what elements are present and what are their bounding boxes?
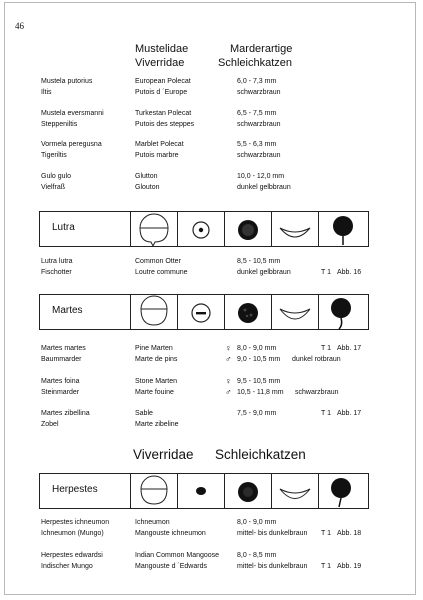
- crescent-icon: [272, 474, 318, 510]
- female-symbol: ♀: [225, 376, 232, 386]
- species-size: 8,5 - 10,5 mm: [237, 258, 281, 265]
- species-size: 6,5 - 7,5 mm: [237, 110, 277, 117]
- species-color: schwarzbraun: [295, 389, 339, 396]
- plate-ref: T 1: [321, 410, 331, 417]
- scat-section-icon: [131, 212, 177, 248]
- species-size: 8,0 - 9,0 mm: [237, 519, 277, 526]
- species-french: Marte zibeline: [135, 421, 179, 428]
- species-french: Putois d ´Europe: [135, 89, 188, 96]
- plate-ref: T 1: [321, 269, 331, 276]
- family-title-german-2: Schleichkatzen: [218, 57, 292, 69]
- species-color: mittel- bis dunkelbraun: [237, 530, 308, 537]
- species-french: Marte de pins: [135, 356, 178, 363]
- figure-ref: Abb. 17: [337, 410, 362, 417]
- book-page: [4, 2, 416, 595]
- species-english: Common Otter: [135, 258, 181, 265]
- species-french: Loutre commune: [135, 269, 188, 276]
- species-latin: Mustela eversmanni: [41, 110, 104, 117]
- hair-medulla-icon: [225, 295, 271, 331]
- species-english: Marblet Polecat: [135, 141, 184, 148]
- species-french: Mangouste ichneumon: [135, 530, 206, 537]
- female-symbol: ♀: [225, 343, 232, 353]
- species-size-male: 9,0 - 10,5 mm: [237, 356, 281, 363]
- hair-cross-section-icon: [178, 212, 224, 248]
- species-size: 6,0 - 7,3 mm: [237, 78, 277, 85]
- species-french: Marte fouine: [135, 389, 174, 396]
- dropping-icon: [319, 295, 371, 331]
- species-english: Pine Marten: [135, 345, 173, 352]
- genus-box-lutra: [39, 211, 369, 247]
- family-title-latin: Viverridae: [133, 447, 194, 462]
- family-title-german: Schleichkatzen: [215, 447, 306, 462]
- species-german: Iltis: [41, 89, 52, 96]
- species-size: 5,5 - 6,3 mm: [237, 141, 277, 148]
- species-french: Mangouste d ´Edwards: [135, 563, 207, 570]
- species-english: Ichneumon: [135, 519, 170, 526]
- species-color: dunkel gelbbraun: [237, 269, 291, 276]
- species-english: Indian Common Mangoose: [135, 552, 220, 559]
- species-french: Putois des steppes: [135, 121, 195, 128]
- page-number: 46: [15, 21, 24, 31]
- species-german: Steppeniltis: [41, 121, 78, 128]
- species-color: schwarzbraun: [237, 89, 281, 96]
- species-english: European Polecat: [135, 78, 191, 85]
- species-english: Turkestan Polecat: [135, 110, 192, 117]
- family-title-latin-1: Mustelidae: [135, 43, 189, 55]
- plate-ref: T 1: [321, 530, 331, 537]
- species-english: Sable: [135, 410, 153, 417]
- species-latin: Martes foina: [41, 378, 80, 385]
- genus-label-herpestes: Herpestes: [52, 484, 98, 495]
- species-latin: Martes martes: [41, 345, 86, 352]
- plate-ref: T 1: [321, 345, 331, 352]
- species-latin: Mustela putorius: [41, 78, 93, 85]
- hair-medulla-icon: [225, 474, 271, 510]
- species-size: 7,5 - 9,0 mm: [237, 410, 277, 417]
- hair-cross-section-icon: [178, 295, 224, 331]
- scat-section-icon: [131, 295, 177, 331]
- species-german: Zobel: [41, 421, 59, 428]
- species-latin: Herpestes edwardsi: [41, 552, 103, 559]
- species-latin: Gulo gulo: [41, 173, 71, 180]
- species-size-female: 9,5 - 10,5 mm: [237, 378, 281, 385]
- family-title-german-1: Marderartige: [230, 43, 293, 55]
- species-german: Ichneumon (Mungo): [41, 530, 104, 537]
- species-size: 8,0 - 8,5 mm: [237, 552, 277, 559]
- species-size-male: 10,5 - 11,8 mm: [237, 389, 284, 396]
- genus-box-martes: [39, 294, 369, 330]
- species-latin: Vormela peregusna: [41, 141, 102, 148]
- genus-label-martes: Martes: [52, 305, 83, 316]
- species-german: Baummarder: [41, 356, 82, 363]
- plate-ref: T 1: [321, 563, 331, 570]
- species-color: dunkel rotbraun: [292, 356, 341, 363]
- dropping-icon: [319, 474, 371, 510]
- species-german: Tigeriltis: [41, 152, 67, 159]
- genus-box-herpestes: [39, 473, 369, 509]
- species-german: Vielfraß: [41, 184, 65, 191]
- species-french: Glouton: [135, 184, 160, 191]
- family-title-latin-2: Viverridae: [135, 57, 185, 69]
- species-german: Steinmarder: [41, 389, 80, 396]
- male-symbol: ♂: [225, 387, 232, 397]
- species-color: schwarzbraun: [237, 152, 281, 159]
- species-size: 10,0 - 12,0 mm: [237, 173, 285, 180]
- figure-ref: Abb. 17: [337, 345, 362, 352]
- species-english: Stone Marten: [135, 378, 178, 385]
- figure-ref: Abb. 16: [337, 269, 362, 276]
- hair-cross-section-icon: [178, 474, 224, 510]
- scat-section-icon: [131, 474, 177, 510]
- species-latin: Herpestes ichneumon: [41, 519, 110, 526]
- dropping-icon: [319, 212, 371, 248]
- species-english: Glutton: [135, 173, 158, 180]
- crescent-icon: [272, 212, 318, 248]
- species-size-female: 8,0 - 9,0 mm: [237, 345, 277, 352]
- species-german: Fischotter: [41, 269, 72, 276]
- genus-label-lutra: Lutra: [52, 222, 75, 233]
- figure-ref: Abb. 18: [337, 530, 362, 537]
- species-french: Putois marbre: [135, 152, 179, 159]
- species-color: schwarzbraun: [237, 121, 281, 128]
- species-latin: Lutra lutra: [41, 258, 73, 265]
- hair-medulla-icon: [225, 212, 271, 248]
- species-latin: Martes zibellina: [41, 410, 90, 417]
- male-symbol: ♂: [225, 354, 232, 364]
- species-german: Indischer Mungo: [41, 563, 93, 570]
- species-color: mittel- bis dunkelbraun: [237, 563, 308, 570]
- species-color: dunkel gelbbraun: [237, 184, 291, 191]
- crescent-icon: [272, 295, 318, 331]
- figure-ref: Abb. 19: [337, 563, 362, 570]
